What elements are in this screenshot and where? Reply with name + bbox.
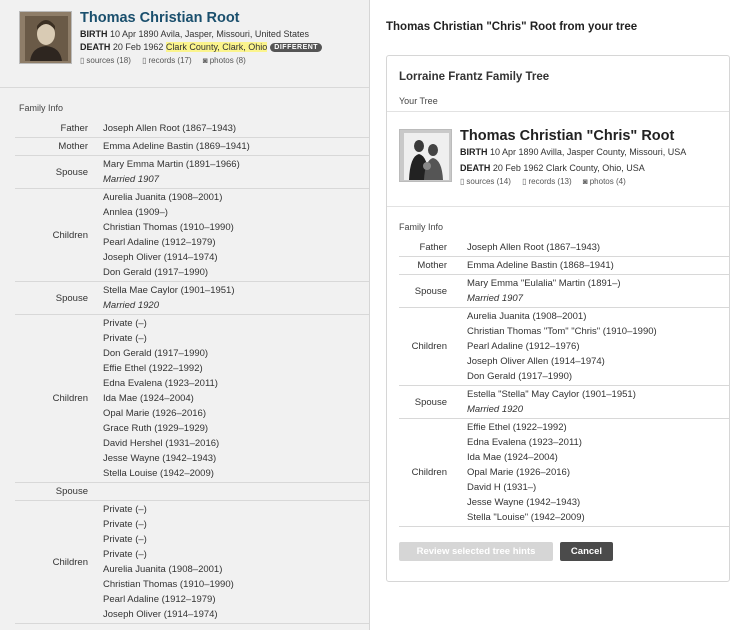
relation-label: Children	[52, 393, 88, 404]
birth-label: BIRTH	[460, 147, 488, 157]
relation-label: Children	[411, 467, 447, 478]
marriage-year: Married 1920	[103, 300, 159, 311]
record-counts	[80, 56, 322, 65]
relation-values	[98, 156, 370, 189]
relation-label: Spouse	[55, 292, 88, 304]
tree-sources-link[interactable]	[460, 177, 511, 186]
relative-name[interactable]: Pearl Adaline (1912–1979)	[103, 237, 216, 248]
family-row	[399, 419, 730, 527]
relation-values	[457, 386, 730, 419]
divider	[387, 206, 729, 207]
relation-values	[98, 501, 370, 624]
document-icon: ▯	[80, 56, 85, 65]
relation-values	[98, 282, 370, 315]
tree-card	[386, 55, 730, 582]
relative-name[interactable]: Grace Ruth (1929–1929)	[103, 423, 209, 434]
family-row	[15, 483, 370, 501]
birth-value: 10 Apr 1890 Avilla, Jasper County, Missouri, USA	[490, 147, 687, 157]
relative-name[interactable]: Don Gerald (1917–1990)	[467, 371, 573, 382]
relative-name[interactable]: Don Gerald (1917–1990)	[103, 348, 209, 359]
family-row	[15, 156, 370, 189]
family-row	[15, 315, 370, 483]
relative-name[interactable]: Private (–)	[103, 504, 147, 515]
family-row	[399, 308, 730, 386]
document-icon: ▯	[460, 177, 465, 186]
tree-records-link[interactable]	[522, 177, 572, 186]
relation-values	[457, 239, 730, 257]
sources-label: sources (18)	[86, 56, 131, 65]
relative-name[interactable]: Aurelia Juanita (1908–2001)	[103, 192, 223, 203]
records-label: records (13)	[528, 177, 572, 186]
relative-name[interactable]: Joseph Allen Root (1867–1943)	[467, 242, 601, 253]
family-row	[15, 282, 370, 315]
relative-name[interactable]: Pearl Adaline (1912–1976)	[467, 341, 580, 352]
relative-name[interactable]: Emma Adeline Bastin (1869–1941)	[103, 141, 250, 152]
relative-name[interactable]: Jesse Wayne (1942–1943)	[103, 453, 217, 464]
relative-name[interactable]: Mary Emma "Eulalia" Martin (1891–)	[467, 278, 621, 289]
relative-name[interactable]: Private (–)	[103, 318, 147, 329]
family-row	[399, 257, 730, 275]
relative-name[interactable]: Christian Thomas (1910–1990)	[103, 579, 234, 590]
relative-name[interactable]: Private (–)	[103, 519, 147, 530]
relative-name[interactable]: Christian Thomas "Tom" "Chris" (1910–1990)	[467, 326, 657, 337]
family-row	[399, 239, 730, 257]
relative-name[interactable]: Estella "Stella" May Caylor (1901–1951)	[467, 389, 636, 400]
marriage-year: Married 1907	[467, 293, 523, 304]
death-value: 20 Feb 1962 Clark County, Ohio, USA	[492, 163, 645, 173]
relative-name[interactable]: Effie Ethel (1922–1992)	[467, 422, 567, 433]
relation-values	[457, 419, 730, 527]
tree-person-name[interactable]: Thomas Christian "Chris" Root	[460, 128, 675, 144]
tree-death-event	[460, 163, 686, 173]
relative-name[interactable]: Pearl Adaline (1912–1979)	[103, 594, 216, 605]
relation-label: Spouse	[414, 285, 447, 297]
tree-family-info-table	[399, 239, 730, 527]
relation-label: Children	[52, 229, 88, 241]
relative-name[interactable]: Stella "Louise" (1942–2009)	[467, 512, 585, 523]
document-icon: ▯	[522, 177, 527, 186]
marriage-year: Married 1907	[103, 174, 159, 185]
relative-name[interactable]: Private (–)	[103, 549, 147, 560]
your-tree-label: Your Tree	[399, 96, 438, 106]
relative-name[interactable]: Christian Thomas (1910–1990)	[103, 222, 234, 233]
tree-birth-event	[460, 147, 686, 157]
relation-label: Spouse	[55, 166, 88, 178]
document-icon: ▯	[142, 56, 147, 65]
sources-label: sources (14)	[466, 177, 511, 186]
relation-values	[457, 275, 730, 308]
relation-values	[98, 120, 370, 138]
tree-name: Lorraine Frantz Family Tree	[399, 71, 550, 83]
divider	[387, 111, 729, 112]
birth-event	[80, 29, 322, 39]
photos-label: photos (8)	[209, 56, 246, 65]
tree-photos-link[interactable]	[583, 177, 626, 186]
relative-name[interactable]: Don Gerald (1917–1990)	[103, 267, 209, 278]
relative-name[interactable]: Emma Adeline Bastin (1868–1941)	[467, 260, 614, 271]
photos-label: photos (4)	[589, 177, 626, 186]
relative-name[interactable]: Stella Mae Caylor (1901–1951)	[103, 285, 235, 296]
relation-values	[457, 257, 730, 275]
death-label: DEATH	[460, 163, 491, 173]
family-row	[399, 386, 730, 419]
relative-name[interactable]: Aurelia Juanita (1908–2001)	[467, 311, 587, 322]
camera-icon: ◙	[582, 177, 588, 186]
right-panel	[371, 0, 730, 630]
relative-name[interactable]: Joseph Oliver (1914–1974)	[103, 252, 218, 263]
relative-name[interactable]: Annlea (1909–)	[103, 207, 168, 218]
relative-name[interactable]: Edna Evalena (1923–2011)	[467, 437, 582, 448]
relative-name[interactable]: Opal Marie (1926–2016)	[103, 408, 206, 419]
relative-name[interactable]: Jesse Wayne (1942–1943)	[467, 497, 581, 508]
relation-values	[98, 315, 370, 483]
relation-label: Spouse	[414, 396, 447, 408]
relative-name[interactable]: David H (1931–)	[467, 482, 537, 493]
records-label: records (17)	[148, 56, 192, 65]
relation-label: Mother	[417, 260, 447, 271]
death-label: DEATH	[80, 42, 111, 52]
relative-name[interactable]: Stella Louise (1942–2009)	[103, 468, 214, 479]
relative-name[interactable]: Opal Marie (1926–2016)	[467, 467, 570, 478]
relation-values	[457, 308, 730, 386]
relative-name[interactable]: Private (–)	[103, 534, 147, 545]
family-row	[15, 138, 370, 156]
person-name[interactable]: Thomas Christian Root	[80, 10, 240, 26]
tree-person-portrait[interactable]	[399, 129, 452, 182]
relative-name[interactable]: Joseph Allen Root (1867–1943)	[103, 123, 237, 134]
person-header	[0, 0, 369, 88]
relative-name[interactable]: Effie Ethel (1922–1992)	[103, 363, 203, 374]
relative-name[interactable]: Ida Mae (1924–2004)	[103, 393, 194, 404]
relation-label: Father	[60, 123, 88, 134]
relative-name[interactable]: Joseph Oliver Allen (1914–1974)	[467, 356, 605, 367]
camera-icon: ◙	[202, 56, 208, 65]
tree-family-info-title: Family Info	[399, 222, 444, 232]
relation-values	[98, 189, 370, 282]
compare-title: Thomas Christian "Chris" Root from your tree	[386, 21, 638, 33]
death-event	[80, 42, 322, 52]
person-portrait[interactable]	[19, 11, 72, 64]
relative-name	[103, 484, 370, 499]
relation-values	[98, 138, 370, 156]
relation-label: Spouse	[55, 486, 88, 497]
relative-name[interactable]: Mary Emma Martin (1891–1966)	[103, 159, 240, 170]
relative-name[interactable]: Private (–)	[103, 333, 147, 344]
sources-link[interactable]	[80, 56, 131, 65]
review-tree-hints-button[interactable]: Review selected tree hints	[399, 542, 553, 561]
family-row	[15, 120, 370, 138]
relation-label: Children	[52, 556, 88, 568]
death-place-highlight: Clark County, Clark, Ohio	[165, 42, 268, 52]
relative-name[interactable]: Aurelia Juanita (1908–2001)	[103, 564, 223, 575]
relation-label: Father	[419, 242, 447, 253]
relation-values	[98, 483, 370, 501]
birth-label: BIRTH	[80, 29, 108, 39]
relative-name[interactable]: David Hershel (1931–2016)	[103, 438, 220, 449]
relative-name[interactable]: Joseph Oliver (1914–1974)	[103, 609, 218, 620]
family-info-title: Family Info	[19, 103, 64, 113]
death-date: 20 Feb 1962	[112, 42, 164, 52]
different-badge: DIFFERENT	[270, 43, 322, 52]
family-row	[399, 275, 730, 308]
tree-record-counts	[460, 177, 686, 186]
relation-label: Mother	[58, 141, 88, 152]
family-row	[15, 501, 370, 624]
relative-name[interactable]: Ida Mae (1924–2004)	[467, 452, 558, 463]
birth-value: 10 Apr 1890 Avila, Jasper, Missouri, United States	[110, 29, 309, 39]
cancel-button[interactable]: Cancel	[560, 542, 613, 561]
marriage-year: Married 1920	[467, 404, 523, 415]
family-row	[15, 189, 370, 282]
relative-name[interactable]: Edna Evalena (1923–2011)	[103, 378, 218, 389]
photos-link[interactable]	[203, 56, 246, 65]
relation-label: Children	[411, 341, 447, 352]
records-link[interactable]	[142, 56, 192, 65]
family-info-table	[15, 120, 370, 624]
